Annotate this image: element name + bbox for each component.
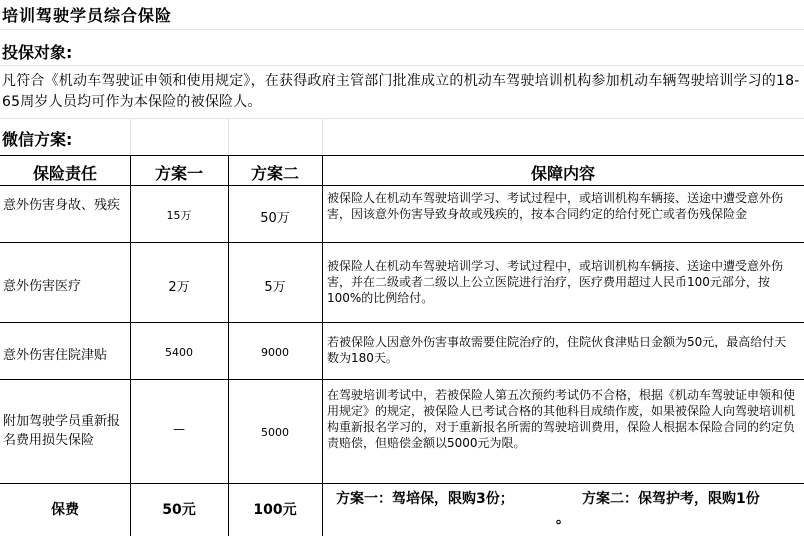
row1-plan1: 15万 — [166, 209, 192, 222]
insured-heading: 投保对象: — [2, 43, 73, 62]
table-border — [0, 242, 804, 243]
header-coverage: 保险责任 — [32, 164, 97, 183]
table-border — [322, 155, 323, 536]
row4-item: 附加驾驶学员重新报名费用损失保险 — [3, 414, 121, 448]
premium-plan2: 100元 — [253, 502, 297, 518]
gridline — [0, 65, 804, 66]
table-border — [0, 322, 804, 323]
row2-item: 意外伤害医疗 — [3, 279, 82, 294]
plan-heading: 微信方案: — [2, 130, 73, 149]
row1-item: 意外伤害身故、残疾 — [3, 198, 121, 213]
row1-content: 被保险人在机动车驾驶培训学习、考试过程中，或培训机构车辆接、送途中遭受意外伤害，因该意外伤害导致身故或残疾的，按本合同约定的给付死亡或者伤残保险金 — [327, 191, 784, 221]
header-plan1: 方案一 — [154, 164, 203, 183]
row4-content: 在驾驶培训考试中，若被保险人第五次预约考试仍不合格，根据《机动车驾驶证申领和使用规定》的规定，被保险人已考试合格的其他科目成绩作废，如果被保险人向驾驶培训机构重新报名学习的，对于重新报名所需的驾驶培训费用，保险人根据本保险合同的约定负责赔偿，但赔偿金额以5000元为限。 — [327, 388, 796, 450]
row4-plan2: 5000 — [261, 426, 289, 439]
row3-plan1: 5400 — [165, 346, 193, 359]
row2-plan1: 2万 — [168, 280, 190, 295]
table-border — [0, 155, 804, 156]
gridline — [0, 118, 804, 119]
table-border — [0, 483, 804, 484]
row2-content: 被保险人在机动车驾驶培训学习、考试过程中，或培训机构车辆接、送途中遭受意外伤害，并在二级或者二级以上公立医院进行治疗，医疗费用超过人民币100元部分，按100%的比例给付。 — [327, 259, 784, 305]
gridline — [228, 118, 229, 155]
row4-plan1: — — [173, 422, 185, 436]
row3-item: 意外伤害住院津贴 — [3, 348, 108, 363]
gridline — [130, 118, 131, 155]
gridline — [322, 118, 323, 155]
row2-plan2: 5万 — [264, 280, 286, 295]
premium-note-end: 。 — [556, 511, 570, 527]
header-content: 保障内容 — [530, 164, 595, 183]
table-border — [0, 185, 804, 186]
gridline — [0, 29, 804, 30]
page-title: 培训驾驶学员综合保险 — [2, 6, 173, 25]
premium-plan1: 50元 — [162, 502, 196, 518]
row3-content: 若被保险人因意外伤害事故需要住院治疗的，住院伙食津贴日金额为50元，最高给付天数为180天。 — [327, 335, 787, 365]
table-border — [0, 379, 804, 380]
premium-note-plan1: 方案一：驾培保，限购3份； — [336, 491, 514, 507]
row3-plan2: 9000 — [261, 346, 289, 359]
premium-label: 保费 — [51, 502, 79, 518]
row1-plan2: 50万 — [260, 211, 290, 226]
premium-note-plan2: 方案二：保驾护考，限购1份 — [582, 491, 760, 507]
header-plan2: 方案二 — [250, 164, 299, 183]
insured-text: 凡符合《机动车驾驶证申领和使用规定》，在获得政府主管部门批准成立的机动车驾驶培训机构参加机动车辆驾驶培训学习的18-65周岁人员均可作为本保险的被保险人。 — [2, 73, 800, 110]
